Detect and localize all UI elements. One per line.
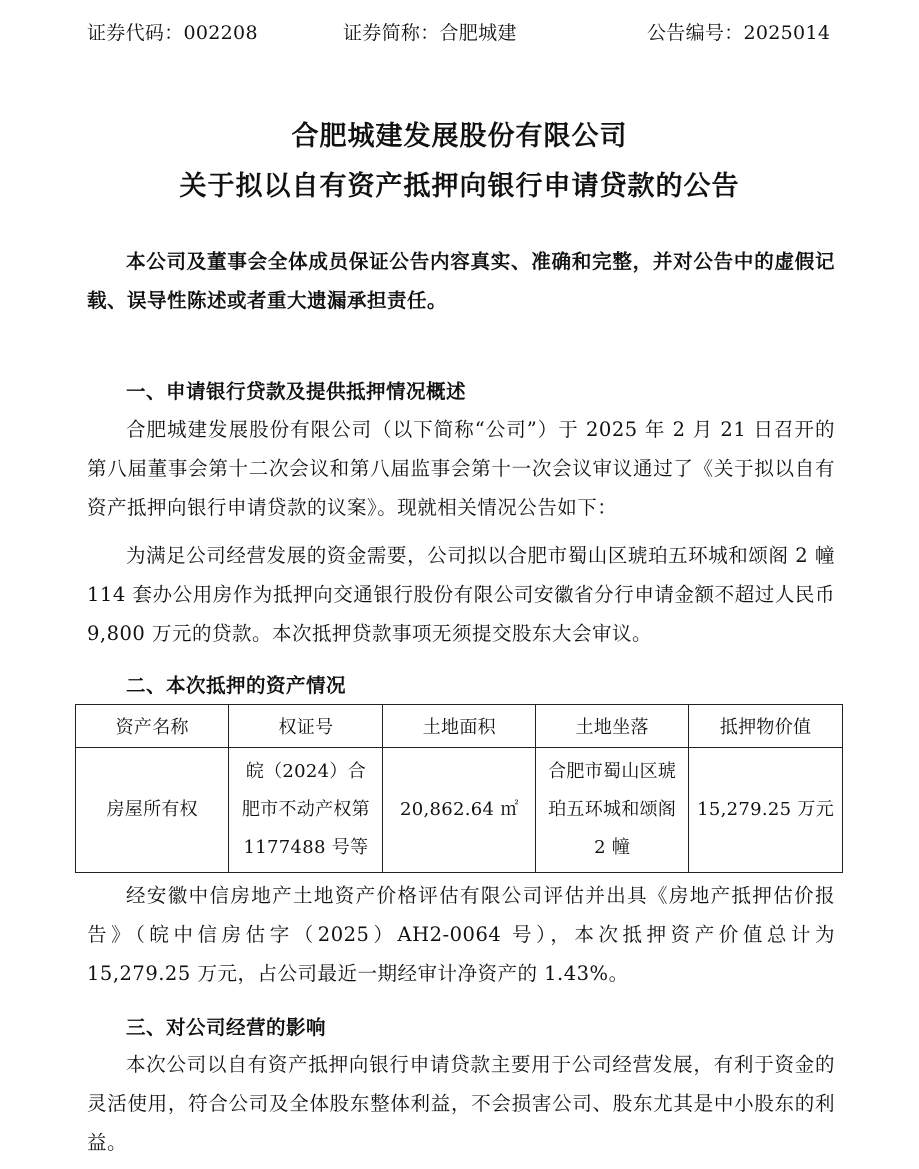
table-cell <box>229 748 383 873</box>
section-1-paragraph-2: 为满足公司经营发展的资金需要，公司拟以合肥市蜀山区琥珀五环城和颂阁 2 幢 114 套办公用房作为抵押向交通银行股份有限公司安徽省分行申请金额不超过人民币 9,800 万元的贷款。本次抵押贷款事项无须提交股东大会审议。 <box>87 544 835 645</box>
table-header-row <box>76 705 843 748</box>
section-3-heading: 三、对公司经营的影响 <box>126 1016 327 1039</box>
company-title: 合肥城建发展股份有限公司 <box>291 121 628 152</box>
asset-table <box>75 704 843 873</box>
announcement-subject: 关于拟以自有资产抵押向银行申请贷款的公告 <box>179 171 740 202</box>
table-cell: 房屋所有权 <box>76 748 229 873</box>
table-header-cell: 抵押物价值 <box>689 705 843 748</box>
stock-code: 证券代码：002208 <box>87 22 258 44</box>
table-cell: 15,279.25 万元 <box>689 748 843 873</box>
table-cell: 20,862.64 ㎡ <box>383 748 536 873</box>
responsibility-statement: 本公司及董事会全体成员保证公告内容真实、准确和完整，并对公告中的虚假记载、误导性陈述或者重大遗漏承担责任。 <box>87 250 835 312</box>
table-header-cell: 土地坐落 <box>536 705 689 748</box>
table-cell <box>536 748 689 873</box>
section-2-heading: 二、本次抵押的资产情况 <box>126 674 347 697</box>
section-1-heading: 一、申请银行贷款及提供抵押情况概述 <box>126 380 467 403</box>
section-2-paragraph: 经安徽中信房地产土地资产价格评估有限公司评估并出具《房地产抵押估价报告》（皖中信房估字（2025）AH2-0064 号），本次抵押资产价值总计为 15,279.25 万元，占公司最近一期经审计净资产的 1.43%。 <box>87 884 835 985</box>
table-cell-text: 合肥市蜀山区琥珀五环城和颂阁 2 幢 <box>548 761 677 858</box>
table-cell-text: 皖（2024）合肥市不动产权第 1177488 号等 <box>241 761 370 858</box>
section-1-paragraph-1: 合肥城建发展股份有限公司（以下简称“公司”）于 2025 年 2 月 21 日召开的第八届董事会第十二次会议和第八届监事会第十一次会议审议通过了《关于拟以自有资产抵押向银行申请贷款的议案》。现就相关情况公告如下： <box>87 418 835 519</box>
table-header-cell: 土地面积 <box>383 705 536 748</box>
table-header-cell: 资产名称 <box>76 705 229 748</box>
section-3-paragraph: 本次公司以自有资产抵押向银行申请贷款主要用于公司经营发展，有利于资金的灵活使用，符合公司及全体股东整体利益，不会损害公司、股东尤其是中小股东的利益。 <box>87 1053 835 1154</box>
announcement-number: 公告编号：2025014 <box>647 22 831 44</box>
table-row <box>76 748 843 873</box>
table-header-cell: 权证号 <box>229 705 383 748</box>
stock-name: 证券简称：合肥城建 <box>343 22 517 44</box>
